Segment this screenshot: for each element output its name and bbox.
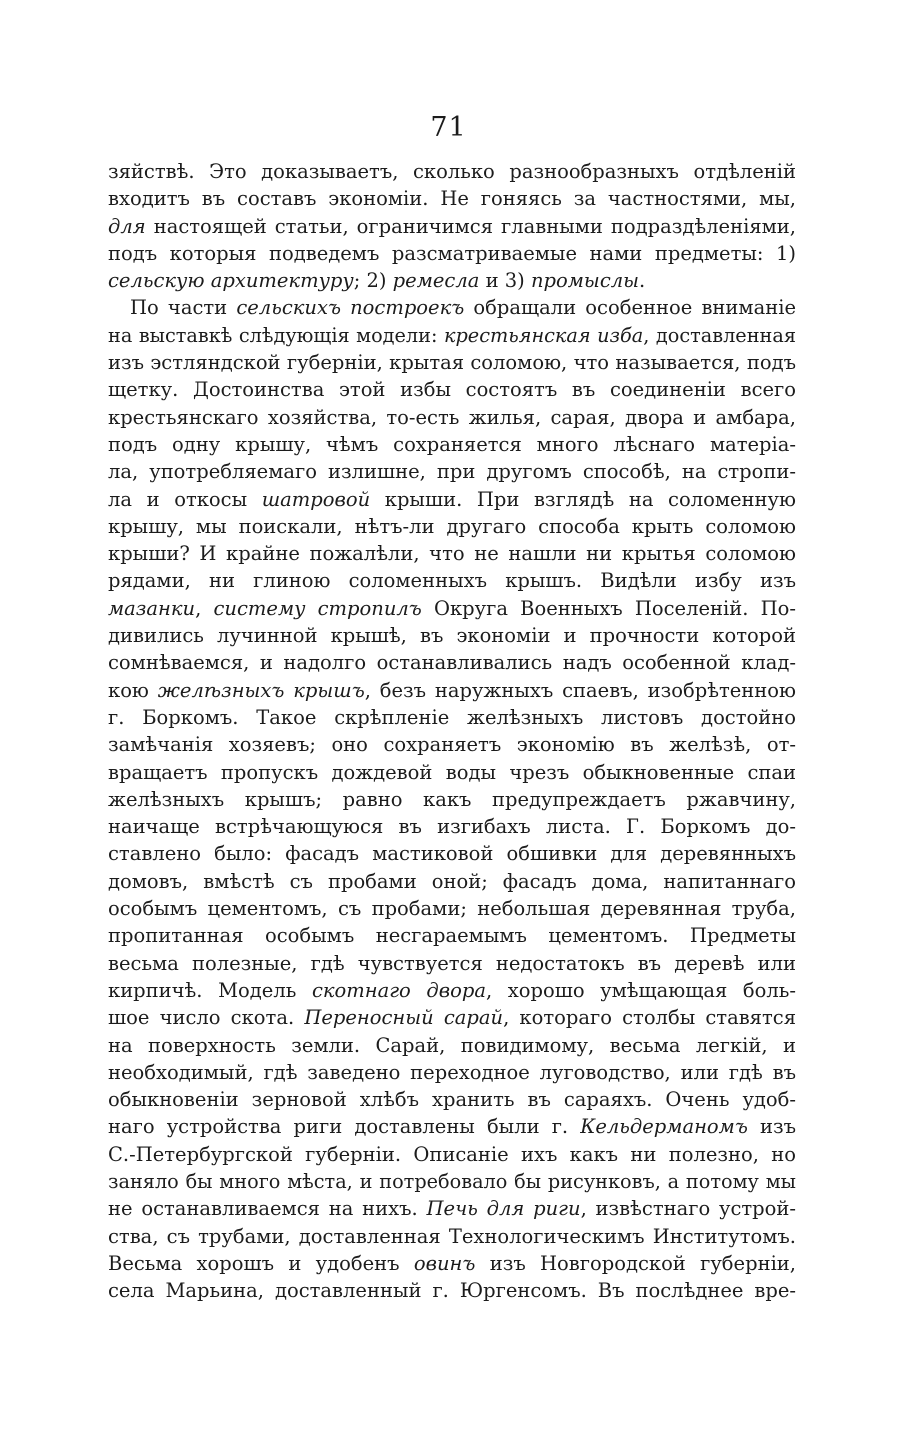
text-run: ла, употребляемаго излишне, при другомъ способѣ, на стропи- <box>108 460 796 484</box>
text-line <box>108 1195 796 1222</box>
text-line <box>108 376 796 403</box>
italic-term: Печь для риги <box>426 1197 581 1221</box>
text-line <box>108 567 796 594</box>
text-line <box>108 458 796 485</box>
text-run: села Марьина, доставленный г. Юргенсомъ. Въ послѣднее вре- <box>108 1279 796 1303</box>
text-run: шое число скота. <box>108 1006 305 1030</box>
text-run: наичаще встрѣчающуюся въ изгибахъ листа. Г. Боркомъ до- <box>108 815 796 839</box>
text-line <box>108 704 796 731</box>
text-run: крышу, мы поискали, нѣтъ-ли другаго способа крыть соломою <box>108 514 796 538</box>
text-line <box>108 622 796 649</box>
italic-term: мазанки <box>108 596 196 620</box>
text-run: пропитанная особымъ несгараемымъ цементомъ. Предметы <box>108 924 796 948</box>
text-line <box>108 322 796 349</box>
text-line <box>108 1032 796 1059</box>
text-run: особымъ цементомъ, съ пробами; небольшая деревянная труба, <box>108 897 796 921</box>
text-run: ства, съ трубами, доставленная Технологическимъ Институтомъ. <box>108 1224 796 1248</box>
text-run: подъ одну крышу, чѣмъ сохраняется много лѣснаго матеріа- <box>108 432 796 456</box>
text-line <box>108 977 796 1004</box>
italic-term: желѣзныхъ крышъ <box>157 678 365 702</box>
text-run: необходимый, гдѣ заведено переходное луговодство, или гдѣ въ <box>108 1060 796 1084</box>
text-line <box>108 868 796 895</box>
text-run: изъ <box>747 1115 796 1139</box>
text-run: г. Боркомъ. Такое скрѣпленіе желѣзныхъ листовъ достойно <box>108 705 796 729</box>
text-run: крыши. При взглядѣ на соломенную <box>370 487 796 511</box>
italic-term: сельскихъ построекъ <box>236 296 465 320</box>
text-line <box>108 786 796 813</box>
text-line <box>108 213 796 240</box>
text-line <box>108 404 796 431</box>
italic-term: систему стропилъ <box>213 596 422 620</box>
text-line <box>108 1086 796 1113</box>
italic-term: крестьянская изба <box>443 323 644 347</box>
text-run: весьма полезные, гдѣ чувствуется недостатокъ въ деревѣ или <box>108 951 796 975</box>
italic-term: сельскую архитектуру <box>108 269 354 293</box>
text-run: на выставкѣ слѣдующія модели: <box>108 323 444 347</box>
text-run: , безъ наружныхъ спаевъ, изобрѣтенною <box>364 678 796 702</box>
text-run: ставлено было: фасадъ мастиковой обшивки для деревянныхъ <box>108 842 796 866</box>
page-number: 71 <box>430 112 467 143</box>
text-line <box>108 1223 796 1250</box>
text-line <box>108 649 796 676</box>
text-line <box>108 1113 796 1140</box>
text-run: По части <box>130 296 237 320</box>
text-line <box>108 158 796 185</box>
text-run: С.-Петербургской губерніи. Описаніе ихъ какъ ни полезно, но <box>108 1142 796 1166</box>
body-text <box>108 158 796 1304</box>
text-line <box>108 1004 796 1031</box>
text-run: обыкновеніи зерновой хлѣбъ хранить въ сараяхъ. Очень удоб- <box>108 1088 796 1112</box>
text-run: домовъ, вмѣстѣ съ пробами оной; фасадъ дома, напитаннаго <box>108 869 796 893</box>
italic-term: овинъ <box>413 1251 476 1275</box>
text-run: . <box>639 269 646 293</box>
text-run: сомнѣваемся, и надолго останавливались надъ особенной клад- <box>108 651 796 675</box>
text-line <box>108 185 796 212</box>
text-run: обращали особенное вниманіе <box>464 296 796 320</box>
text-run: ; 2) <box>353 269 393 293</box>
text-line <box>108 731 796 758</box>
text-run: не останавливаемся на нихъ. <box>108 1197 427 1221</box>
text-run: зяйствѣ. Это доказываетъ, сколько разнообразныхъ отдѣленій <box>108 160 796 183</box>
text-line <box>108 895 796 922</box>
italic-term: Переносный сарай <box>304 1006 504 1030</box>
text-run: рядами, ни глиною соломенныхъ крышъ. Видѣли избу изъ <box>108 569 796 593</box>
text-line <box>108 950 796 977</box>
italic-term: скотнаго двора <box>311 978 486 1002</box>
text-run: , доставленная <box>643 323 796 347</box>
text-run: крестьянскаго хозяйства, то-есть жилья, сарая, двора и амбара, <box>108 405 796 429</box>
text-run: замѣчанія хозяевъ; оно сохраняетъ экономію въ желѣзѣ, от- <box>108 733 796 757</box>
text-run: подъ которыя подведемъ разсматриваемые нами предметы: 1) <box>108 241 796 265</box>
text-line <box>108 1168 796 1195</box>
italic-term: Кельдерманомъ <box>580 1115 748 1139</box>
text-line <box>108 1059 796 1086</box>
text-line <box>108 431 796 458</box>
italic-term: шатровой <box>261 487 371 511</box>
text-line <box>108 294 796 321</box>
text-line <box>108 840 796 867</box>
text-run: кирпичѣ. Модель <box>108 978 312 1002</box>
text-line <box>108 1277 796 1304</box>
text-run: ла и откосы <box>108 487 262 511</box>
text-line <box>108 759 796 786</box>
italic-term: для <box>108 214 146 238</box>
text-line <box>108 240 796 267</box>
italic-term: ремесла <box>392 269 480 293</box>
text-line <box>108 540 796 567</box>
text-run: , извѣстнаго устрой- <box>580 1197 796 1221</box>
text-run: изъ Новгородской губерніи, <box>475 1251 796 1275</box>
text-run: щетку. Достоинства этой избы состоятъ въ соединеніи всего <box>108 378 796 402</box>
text-run: крыши? И крайне пожалѣли, что не нашли ни крытья соломою <box>108 542 796 566</box>
text-line <box>108 595 796 622</box>
italic-term: промыслы <box>530 269 640 293</box>
text-line <box>108 349 796 376</box>
text-run: настоящей статьи, ограничимся главными подраздѣленіями, <box>145 214 796 238</box>
text-run: , хорошо умѣщающая боль- <box>485 978 796 1002</box>
text-line <box>108 813 796 840</box>
text-line <box>108 1250 796 1277</box>
text-run: наго устройства риги доставлены были г. <box>108 1115 581 1139</box>
text-run: вращаетъ пропускъ дождевой воды чрезъ обыкновенные спаи <box>108 760 796 784</box>
text-run: изъ эстляндской губерніи, крытая соломою, что называется, подъ <box>108 351 796 375</box>
text-run: дивились лучинной крышѣ, въ экономіи и прочности которой <box>108 624 796 648</box>
text-run: заняло бы много мѣста, и потребовало бы рисунковъ, а потому мы <box>108 1169 796 1193</box>
text-run: Весьма хорошъ и удобенъ <box>108 1251 414 1275</box>
text-run: и 3) <box>479 269 531 293</box>
text-run: Округа Военныхъ Поселеній. По- <box>421 596 796 620</box>
text-run: на поверхность земли. Сарай, повидимому, весьма легкій, и <box>108 1033 796 1057</box>
text-run: , котораго столбы ставятся <box>503 1006 796 1030</box>
text-line <box>108 267 796 294</box>
text-line <box>108 922 796 949</box>
text-line <box>108 677 796 704</box>
text-run: желѣзныхъ крышъ; равно какъ предупреждаетъ ржавчину, <box>108 787 796 811</box>
text-run: входитъ въ составъ экономіи. Не гоняясь за частностями, мы, <box>108 187 796 211</box>
text-run: кою <box>108 678 158 702</box>
text-run: , <box>195 596 214 620</box>
text-line <box>108 1141 796 1168</box>
text-line <box>108 486 796 513</box>
text-line <box>108 513 796 540</box>
